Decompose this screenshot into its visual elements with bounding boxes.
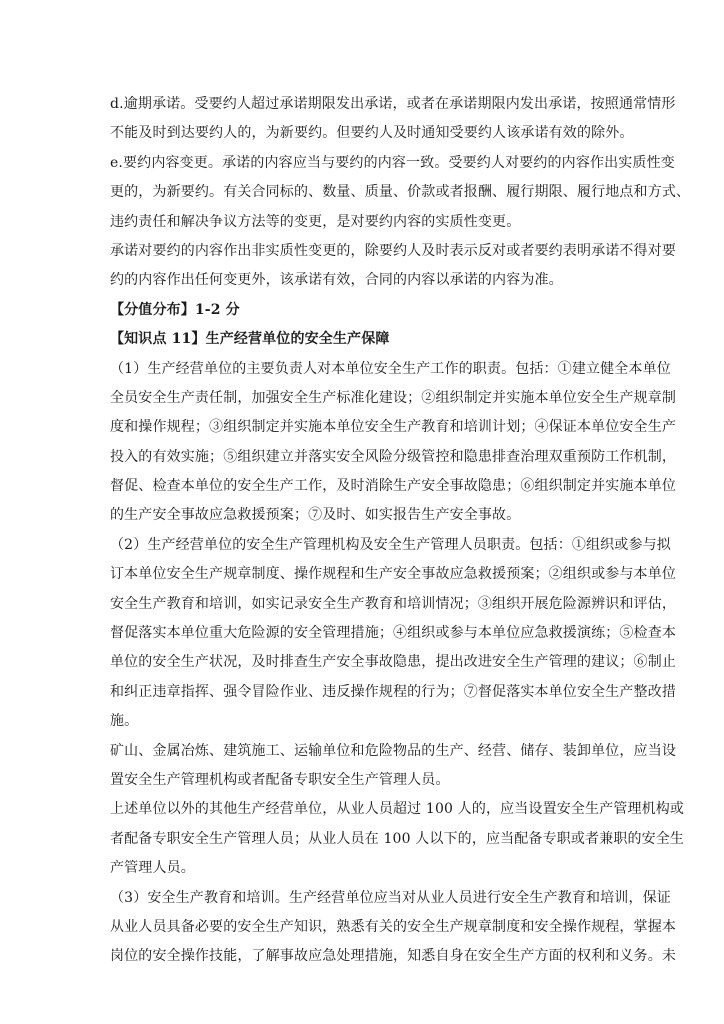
text-line: （3）安全生产教育和培训。生产经营单位应当对从业人员进行安全生产教育和培训，保证	[110, 889, 671, 906]
text-line: d.逾期承诺。受要约人超过承诺期限发出承诺，或者在承诺期限内发出承诺，按照通常情形	[110, 96, 676, 112]
text-line: 产管理人员。	[110, 860, 195, 877]
text-line: （2）生产经营单位的安全生产管理机构及安全生产管理人员职责。包括：①组织或参与拟	[110, 536, 671, 553]
text-line: 约的内容作出任何变更外，该承诺有效，合同的内容以承诺的内容为准。	[110, 272, 563, 289]
text-line: 施。	[110, 713, 139, 730]
text-line: 上述单位以外的其他生产经营单位，从业人员超过 100 人的，应当设置安全生产管理机构或	[110, 801, 685, 818]
text-line: 全员安全生产责任制，加强安全生产标准化建设；②组织制定并实施本单位安全生产规章制	[110, 389, 676, 406]
text-line: e.要约内容变更。承诺的内容应当与要约的内容一致。受要约人对要约的内容作出实质性变	[110, 154, 675, 171]
text-line: （1）生产经营单位的主要负责人对本单位安全生产工作的职责。包括：①建立健全本单位	[110, 360, 671, 377]
text-line: 督促落实本单位重大危险源的安全管理措施；④组织或参与本单位应急救援演练；⑤检查本	[110, 625, 676, 642]
text-line: 安全生产教育和培训，如实记录安全生产教育和培训情况；③组织开展危险源辨识和评估，	[110, 595, 676, 612]
text-line: 和纠正违章指挥、强令冒险作业、违反操作规程的行为；⑦督促落实本单位安全生产整改措	[110, 683, 676, 700]
text-line: 的生产安全事故应急救援预案；⑦及时、如实报告生产安全事故。	[110, 507, 521, 524]
text-line: 不能及时到达要约人的，为新要约。但要约人及时通知受要约人该承诺有效的除外。	[110, 125, 634, 142]
text-line: 单位的安全生产状况，及时排查生产安全事故隐患，提出改进安全生产管理的建议；⑥制止	[110, 654, 676, 671]
text-line: 度和操作规程；③组织制定并实施本单位安全生产教育和培训计划；④保证本单位安全生产	[110, 419, 676, 436]
text-line: 承诺对要约的内容作出非实质性变更的，除要约人及时表示反对或者要约表明承诺不得对要	[110, 242, 676, 259]
text-line: 订本单位安全生产规章制度、操作规程和生产安全事故应急救援预案；②组织或参与本单位	[110, 566, 676, 583]
text-line: 岗位的安全操作技能，了解事故应急处理措施，知悉自身在安全生产方面的权利和义务。未	[110, 948, 676, 965]
text-line: 投入的有效实施；⑤组织建立并落实安全风险分级管控和隐患排查治理双重预防工作机制，	[110, 448, 676, 465]
text-line: 矿山、金属冶炼、建筑施工、运输单位和危险物品的生产、经营、储存、装卸单位，应当设	[110, 742, 676, 759]
text-line: 督促、检查本单位的安全生产工作，及时消除生产安全事故隐患；⑥组织制定并实施本单位	[110, 478, 676, 495]
text-line: 从业人员具备必要的安全生产知识，熟悉有关的安全生产规章制度和安全操作规程，掌握本	[110, 918, 676, 935]
text-line: 者配备专职安全生产管理人员；从业人员在 100 人以下的，应当配备专职或者兼职的安全生	[110, 830, 685, 847]
section-heading-knowledge-point: 【知识点 11】生产经营单位的安全生产保障	[110, 331, 390, 348]
text-line: 更的，为新要约。有关合同标的、数量、质量、价款或者报酬、履行期限、履行地点和方式、	[110, 184, 691, 201]
document-page	[110, 90, 691, 972]
text-line: 违约责任和解决争议方法等的变更，是对要约内容的实质性变更。	[110, 213, 521, 230]
section-heading-score: 【分值分布】1-2 分	[110, 301, 240, 318]
text-line: 置安全生产管理机构或者配备专职安全生产管理人员。	[110, 771, 450, 788]
